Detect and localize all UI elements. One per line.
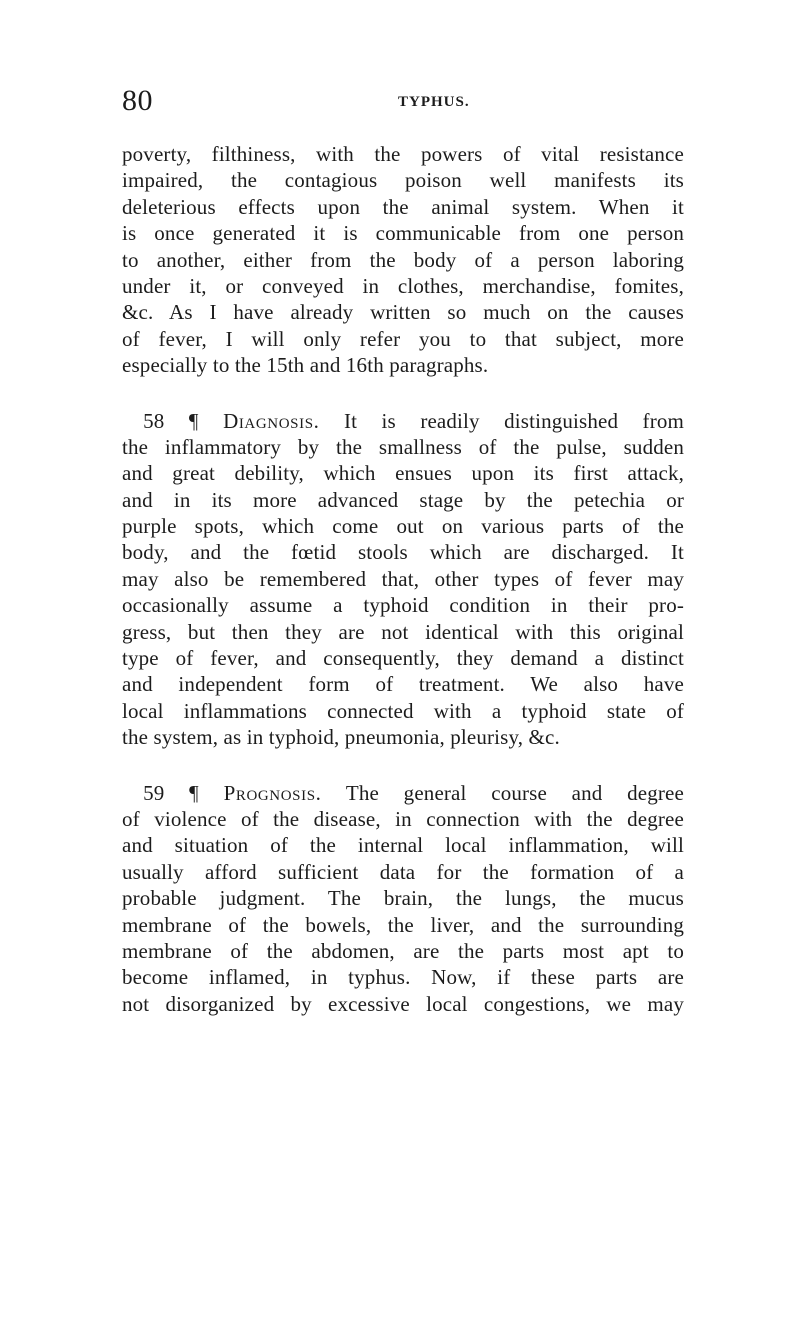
paragraph-diagnosis [122, 408, 684, 751]
text-line: purple spots, which come out on various parts of the [122, 514, 684, 539]
text-line: gress, but then they are not identical with this original [122, 619, 684, 644]
running-head [122, 84, 682, 124]
text-line: is once generated it is communicable from one person [122, 221, 684, 246]
page-number: 80 [122, 84, 153, 117]
text-line: become inflamed, in typhus. Now, if these parts are [122, 965, 684, 990]
text-line: impaired, the contagious poison well manifests its [122, 168, 684, 193]
running-title: TYPHUS. [398, 94, 470, 110]
text-line: and independent form of treatment. We also have [122, 672, 684, 697]
paragraph-continuation [122, 141, 684, 379]
paragraph-number: 58 ¶ [143, 408, 199, 433]
text-line: especially to the 15th and 16th paragraphs. [122, 353, 489, 378]
text-line: usually afford sufficient data for the formation of a [122, 859, 684, 884]
text-line: of fever, I will only refer you to that subject, more [122, 326, 684, 351]
section-heading-prognosis: Prognosis. [223, 780, 322, 805]
text-line: probable judgment. The brain, the lungs, the mucus [122, 886, 684, 911]
text-line: and situation of the internal local inflammation, will [122, 833, 684, 858]
section-heading-diagnosis: Diagnosis. [223, 408, 320, 433]
text-line: and in its more advanced stage by the petechia or [122, 487, 684, 512]
text-line: membrane of the bowels, the liver, and the surrounding [122, 912, 684, 937]
text-line: body, and the fœtid stools which are discharged. It [122, 540, 684, 565]
text-line: may also be remembered that, other types of fever may [122, 566, 684, 591]
text-line: deleterious effects upon the animal system. When it [122, 194, 684, 219]
text-line-rest: It is readily distinguished from [343, 408, 684, 433]
text-line: not disorganized by excessive local congestions, we may [122, 991, 684, 1016]
text-line: &c. As I have already written so much on the causes [122, 300, 684, 325]
text-line: membrane of the abdomen, are the parts most apt to [122, 938, 684, 963]
body-text [122, 141, 684, 1017]
text-line: occasionally assume a typhoid condition in their pro- [122, 593, 684, 618]
text-line: type of fever, and consequently, they demand a distinct [122, 646, 684, 671]
paragraph-lead-line [122, 408, 684, 434]
text-line: of violence of the disease, in connection with the degree [122, 806, 684, 831]
paragraph-prognosis [122, 780, 684, 1018]
text-line: poverty, filthiness, with the powers of vital resistance [122, 142, 684, 166]
text-line: under it, or conveyed in clothes, merchandise, fomites, [122, 273, 684, 298]
text-line-rest: The general course and degree [345, 780, 684, 805]
text-line: local inflammations connected with a typhoid state of [122, 698, 684, 723]
text-line: the inflammatory by the smallness of the pulse, sudden [122, 434, 684, 459]
text-line: and great debility, which ensues upon its first attack, [122, 461, 684, 486]
paragraph-lead-line [122, 780, 684, 806]
paragraph-number: 59 ¶ [143, 780, 199, 805]
text-line: the system, as in typhoid, pneumonia, pleurisy, &c. [122, 725, 560, 750]
text-line: to another, either from the body of a person laboring [122, 247, 684, 272]
